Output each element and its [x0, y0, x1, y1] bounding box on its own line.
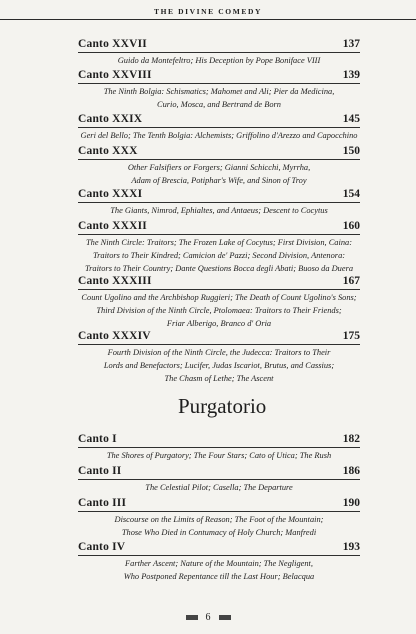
page-footer: [0, 608, 416, 626]
canto-label: Canto XXXI: [78, 188, 143, 200]
toc-entry: [78, 497, 360, 537]
canto-description: The Celestial Pilot; Casella; The Departure: [145, 483, 293, 492]
canto-description: The Shores of Purgatory; The Four Stars; Cato of Utica; The Rush: [106, 451, 332, 460]
canto-description: Friar Alberigo, Branco d' Oria: [166, 319, 272, 328]
canto-label: Canto XXVII: [78, 38, 147, 50]
toc-entry: [78, 275, 360, 328]
folio-number: 6: [205, 611, 211, 623]
page-number: 150: [342, 145, 360, 157]
toc-entry: [78, 69, 360, 109]
toc-entry: [78, 38, 360, 65]
toc-entry-head: [78, 113, 360, 128]
page-number: 190: [342, 497, 360, 509]
page-number: 175: [342, 330, 360, 342]
page-number: 139: [342, 69, 360, 81]
toc-entry-head: [78, 38, 360, 53]
canto-description: Count Ugolino and the Archbishop Ruggieri; The Death of Count Ugolino's Sons;: [81, 293, 357, 302]
page-number: 154: [342, 188, 360, 200]
section-title: Purgatorio: [178, 394, 267, 418]
canto-description: The Chasm of Lethe; The Ascent: [164, 374, 274, 383]
canto-label: Canto XXXIII: [78, 275, 152, 287]
canto-description: Who Postponed Repentance till the Last Hour; Belacqua: [123, 572, 315, 581]
page-number: 160: [342, 220, 360, 232]
canto-label: Canto XXXIV: [78, 330, 151, 342]
canto-label: Canto XXXII: [78, 220, 147, 232]
toc-entry-head: [78, 69, 360, 84]
toc-entry-head: [78, 145, 360, 160]
canto-description: Third Division of the Ninth Circle, Ptolomaea: Traitors to Their Friends;: [96, 306, 342, 315]
page-number: 193: [342, 541, 360, 553]
toc-entry-head: [78, 433, 360, 448]
canto-description: Farther Ascent; Nature of the Mountain; The Negligent,: [125, 559, 313, 568]
canto-description: Other Falsifiers or Forgers; Gianni Schicchi, Myrrha,: [127, 163, 311, 172]
canto-description: Guido da Montefeltro; His Deception by Pope Boniface VIII: [117, 56, 321, 65]
toc-entry: [78, 465, 360, 492]
toc-entry-head: [78, 330, 360, 345]
canto-label: Canto I: [78, 433, 117, 445]
ornament-right-icon: [219, 615, 231, 620]
canto-description: Traitors to Their Kindred; Camicion de' Pazzi; Second Division, Antenora:: [92, 251, 346, 260]
canto-description: The Ninth Bolgia: Schismatics; Mahomet and Ali; Pier da Medicina,: [103, 87, 335, 96]
canto-description: Those Who Died in Contumacy of Holy Church; Manfredi: [121, 528, 317, 537]
canto-label: Canto II: [78, 465, 122, 477]
page-number: 137: [342, 38, 360, 50]
canto-label: Canto XXX: [78, 145, 138, 157]
toc-entry-head: [78, 188, 360, 203]
canto-description: Adam of Brescia, Potiphar's Wife, and Sinon of Troy: [131, 176, 307, 185]
toc-entry: [78, 330, 360, 383]
canto-label: Canto XXVIII: [78, 69, 152, 81]
page-number: 167: [342, 275, 360, 287]
toc-entry-head: [78, 541, 360, 556]
page-number: 186: [342, 465, 360, 477]
toc-entry: [78, 433, 360, 460]
canto-description: Traitors to Their Country; Dante Questions Bocca degli Abati; Buoso da Duera: [84, 264, 354, 273]
toc-entry: [78, 113, 360, 140]
canto-label: Canto IV: [78, 541, 126, 553]
canto-description: The Giants, Nimrod, Ephialtes, and Antaeus; Descent to Cocytus: [110, 206, 328, 215]
ornament-left-icon: [186, 615, 198, 620]
toc-entry-head: [78, 275, 360, 290]
canto-label: Canto XXIX: [78, 113, 143, 125]
page-number: 182: [342, 433, 360, 445]
running-header-title: THE DIVINE COMEDY: [153, 7, 263, 16]
toc-entry: [78, 541, 360, 581]
canto-label: Canto III: [78, 497, 127, 509]
running-header: [0, 0, 416, 20]
toc-entry: [78, 188, 360, 215]
canto-description: Lords and Benefactors; Lucifer, Judas Iscariot, Brutus, and Cassius;: [103, 361, 335, 370]
toc-entry-head: [78, 220, 360, 235]
canto-description: Fourth Division of the Ninth Circle, the Judecca: Traitors to Their: [107, 348, 331, 357]
canto-description: Discourse on the Limits of Reason; The Foot of the Mountain;: [114, 515, 324, 524]
toc-entry: [78, 145, 360, 185]
canto-description: The Ninth Circle: Traitors; The Frozen Lake of Cocytus; First Division, Caina:: [86, 238, 352, 247]
canto-description: Geri del Bello; The Tenth Bolgia: Alchemists; Griffolino d'Arezzo and Capocchino: [80, 131, 358, 140]
canto-description: Curio, Mosca, and Bertrand de Born: [157, 100, 281, 109]
toc-entry: [78, 220, 360, 273]
toc-entry-head: [78, 497, 360, 512]
page-number: 145: [342, 113, 360, 125]
toc-entry-head: [78, 465, 360, 480]
